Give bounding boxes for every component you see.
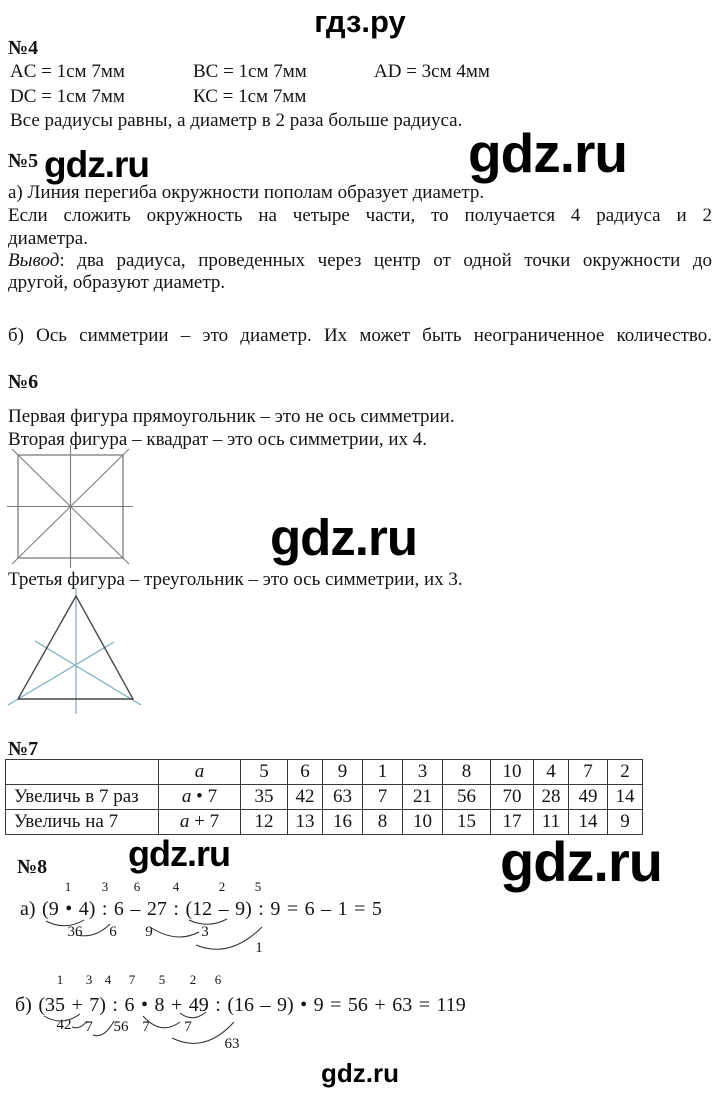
measurement-bc: BC = 1см 7мм (193, 61, 307, 82)
intermediate-result: 7 (85, 1019, 93, 1035)
table-cell: 8 (443, 760, 491, 785)
problem5-part-b (8, 325, 712, 369)
step-number: 5 (254, 879, 262, 894)
vyvod-label: Вывод (8, 250, 60, 271)
expression-a-arcs (0, 870, 400, 960)
problem7-table (5, 759, 679, 835)
problem5-line-a: а) Линия перегиба окружности пополам образует диаметр. (8, 182, 485, 203)
problem4-label: №4 (8, 37, 39, 59)
problem7-label: №7 (8, 738, 39, 760)
table-cell: 21 (403, 785, 443, 810)
step-number: 4 (104, 972, 112, 987)
table-cell: 13 (288, 810, 323, 835)
table-cell (6, 760, 159, 785)
formula-op: • 7 (191, 786, 218, 807)
step-number: 6 (214, 972, 222, 987)
problem5-line-5: другой, образуют диаметр. (8, 272, 226, 293)
formula-var: a (179, 811, 190, 832)
measurement-dc: DC = 1см 7мм (10, 86, 125, 107)
intermediate-result: 1 (255, 940, 263, 956)
square-symmetry-figure (0, 443, 140, 573)
intermediate-result: 7 (184, 1019, 192, 1035)
intermediate-result: 56 (113, 1019, 129, 1035)
expression-b-arcs (0, 970, 400, 1065)
expression-a: а) (9 • 4) : 6 – 27 : (12 – 9) : 9 = 6 – 1 = 5 (20, 898, 382, 920)
row-label: Увеличь в 7 раз (6, 785, 159, 810)
table-cell: 4 (534, 760, 569, 785)
measurement-ac: AC = 1см 7мм (10, 61, 125, 82)
step-number: 2 (218, 879, 226, 894)
table-cell: 42 (288, 785, 323, 810)
site-logo-header: гдз.ру (314, 4, 406, 39)
site-logo-footer: gdz.ru (321, 1058, 399, 1088)
problem6-line-2: Вторая фигура – квадрат – это ось симметрии, их 4. (8, 429, 428, 450)
watermark-logo: gdz.ru (270, 509, 417, 566)
problem5-part-b-text: б) Ось симметрии – это диаметр. Их может быть неограниченное количество. (8, 325, 712, 346)
expression-b: б) (35 + 7) : 6 • 8 + 49 : (16 – 9) • 9 = 56 + 63 = 119 (15, 994, 466, 1016)
step-number: 3 (85, 972, 93, 987)
table-cell: 11 (534, 810, 569, 835)
table-cell: 9 (323, 760, 363, 785)
problem6-line-1: Первая фигура прямоугольник – это не ось симметрии. (8, 406, 455, 427)
step-number: 3 (101, 879, 109, 894)
table-cell: 17 (491, 810, 534, 835)
problem4-conclusion: Все радиусы равны, а диаметр в 2 раза больше радиуса. (10, 110, 463, 131)
intermediate-result: 9 (145, 924, 153, 940)
measurement-ad: AD = 3см 4мм (374, 61, 490, 82)
triangle-symmetry-figure (0, 585, 160, 720)
watermark-logo: gdz.ru (128, 833, 230, 874)
table-cell: 10 (491, 760, 534, 785)
table-cell: 16 (323, 810, 363, 835)
table-cell: 9 (608, 810, 643, 835)
intermediate-result: 63 (224, 1036, 240, 1052)
row-formula (159, 810, 241, 835)
table-cell: 7 (569, 760, 608, 785)
table-cell: 1 (363, 760, 403, 785)
table-cell: 63 (323, 785, 363, 810)
step-number: 6 (133, 879, 141, 894)
formula-op: + 7 (189, 811, 220, 832)
table-cell: 70 (491, 785, 534, 810)
problem6-label: №6 (8, 371, 39, 393)
table-cell: 8 (363, 810, 403, 835)
formula-var: a (181, 786, 192, 807)
watermark-logo: gdz.ru (44, 144, 149, 185)
table-cell: 56 (443, 785, 491, 810)
table-cell-var: a (159, 760, 241, 785)
intermediate-result: 7 (142, 1019, 150, 1035)
table-cell: 28 (534, 785, 569, 810)
row-formula (159, 785, 241, 810)
intermediate-result: 36 (67, 924, 83, 940)
table-cell: 49 (569, 785, 608, 810)
measurement-kc: КС = 1см 7мм (193, 86, 307, 107)
watermark-logo: gdz.ru (468, 122, 627, 184)
table-cell: 15 (443, 810, 491, 835)
intermediate-result: 3 (201, 924, 209, 940)
problem5-line-2 (8, 205, 712, 249)
table-header-row (6, 760, 679, 785)
problem5-line-2-text: Если сложить окружность на четыре части, то получается 4 радиуса и 2 (8, 205, 712, 226)
step-number: 5 (158, 972, 166, 987)
table-cell: 14 (569, 810, 608, 835)
step-number: 4 (172, 879, 180, 894)
step-number: 1 (56, 972, 64, 987)
problem5-line-3: диаметра. (8, 228, 88, 249)
table-cell: 35 (241, 785, 288, 810)
step-number: 1 (64, 879, 72, 894)
intermediate-result: 42 (56, 1017, 72, 1033)
table-cell: 12 (241, 810, 288, 835)
problem5-label: №5 (8, 150, 39, 172)
table-cell: 5 (241, 760, 288, 785)
table-cell: 10 (403, 810, 443, 835)
step-number: 7 (128, 972, 136, 987)
table-cell: 6 (288, 760, 323, 785)
problem8-label: №8 (17, 856, 48, 878)
table-cell: 3 (403, 760, 443, 785)
watermark-logo: gdz.ru (500, 830, 662, 893)
table-cell: 2 (608, 760, 643, 785)
intermediate-result: 6 (109, 924, 117, 940)
table-cell: 7 (363, 785, 403, 810)
table-row (6, 785, 679, 810)
step-number: 2 (189, 972, 197, 987)
vyvod-text: : два радиуса, проведенных через центр от одной точки окружности до (59, 250, 712, 271)
table-cell: 14 (608, 785, 643, 810)
problem6-line-3: Третья фигура – треугольник – это ось симметрии, их 3. (8, 569, 463, 590)
row-label: Увеличь на 7 (6, 810, 159, 835)
